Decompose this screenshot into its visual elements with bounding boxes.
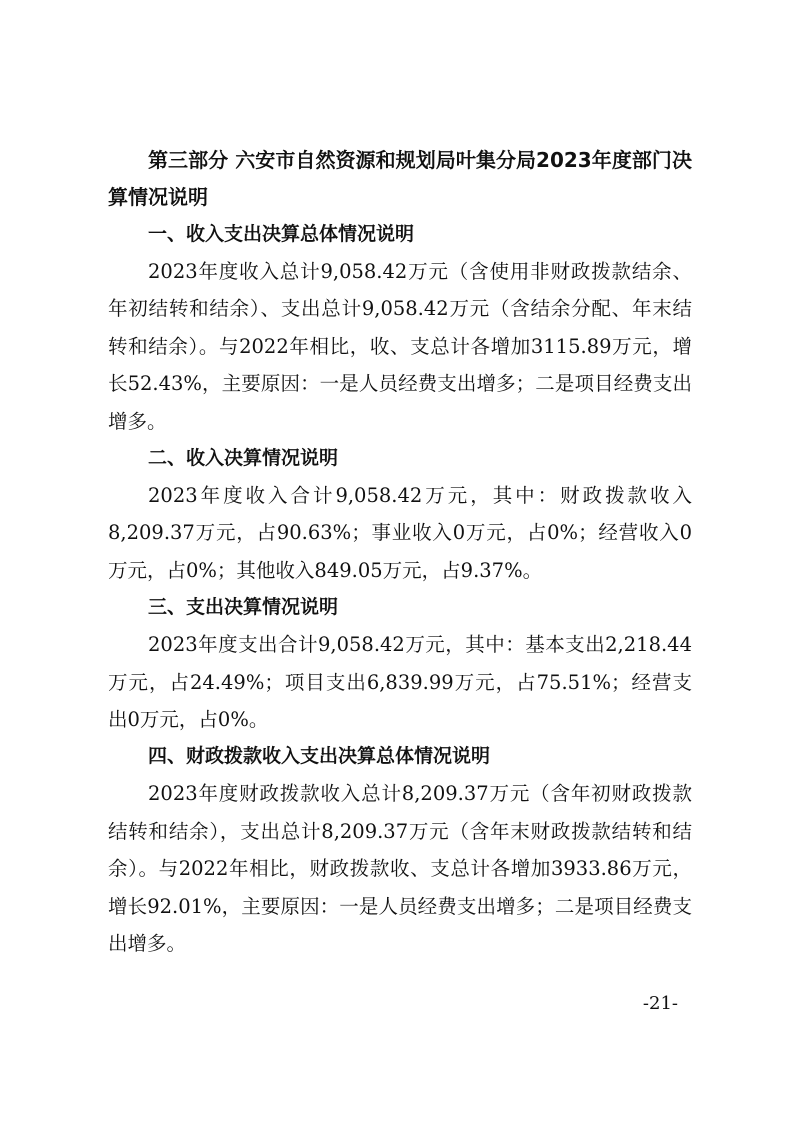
document-page bbox=[108, 142, 692, 963]
section-heading: 四、财政拨款收入支出决算总体情况说明 bbox=[148, 745, 491, 768]
section-paragraph: 2023年度收入总计9,058.42万元（含使用非财政拨款结余、年初结转和结余）、支出总计9,058.42万元（含结余分配、年末结转和结余）。与2022年相比，收、支总计各增加3115.89万元，增长52.43%，主要原因：一是人员经费支出增多；二是项目经费支出增多。 bbox=[108, 260, 692, 433]
section-heading: 一、收入支出决算总体情况说明 bbox=[148, 223, 415, 245]
section-income bbox=[108, 440, 692, 589]
document-title: 第三部分 六安市自然资源和规划局叶集分局2023年度部门决算情况说明 bbox=[108, 148, 692, 209]
section-fiscal-appropriation-overview bbox=[108, 738, 692, 962]
section-heading: 二、收入决算情况说明 bbox=[148, 447, 339, 470]
section-paragraph: 2023年度收入合计9,058.42万元，其中：财政拨款收入8,209.37万元，占90.63%；事业收入0万元，占0%；经营收入0万元，占0%；其他收入849.05万元，占9.37%。 bbox=[108, 484, 692, 582]
section-expenditure bbox=[108, 589, 692, 738]
section-income-expenditure-overview bbox=[108, 216, 692, 440]
section-paragraph: 2023年度支出合计9,058.42万元，其中：基本支出2,218.44万元，占24.49%；项目支出6,839.99万元，占75.51%；经营支出0万元，占0%。 bbox=[108, 633, 692, 732]
page-number: -21- bbox=[642, 993, 678, 1014]
section-paragraph: 2023年度财政拨款收入总计8,209.37万元（含年初财政拨款结转和结余），支出总计8,209.37万元（含年末财政拨款结转和结余）。与2022年相比，财政拨款收、支总计各增加3933.86万元，增长92.01%，主要原因：一是人员经费支出增多；二是项目经费支出增多。 bbox=[108, 782, 692, 956]
section-heading: 三、支出决算情况说明 bbox=[148, 596, 339, 619]
